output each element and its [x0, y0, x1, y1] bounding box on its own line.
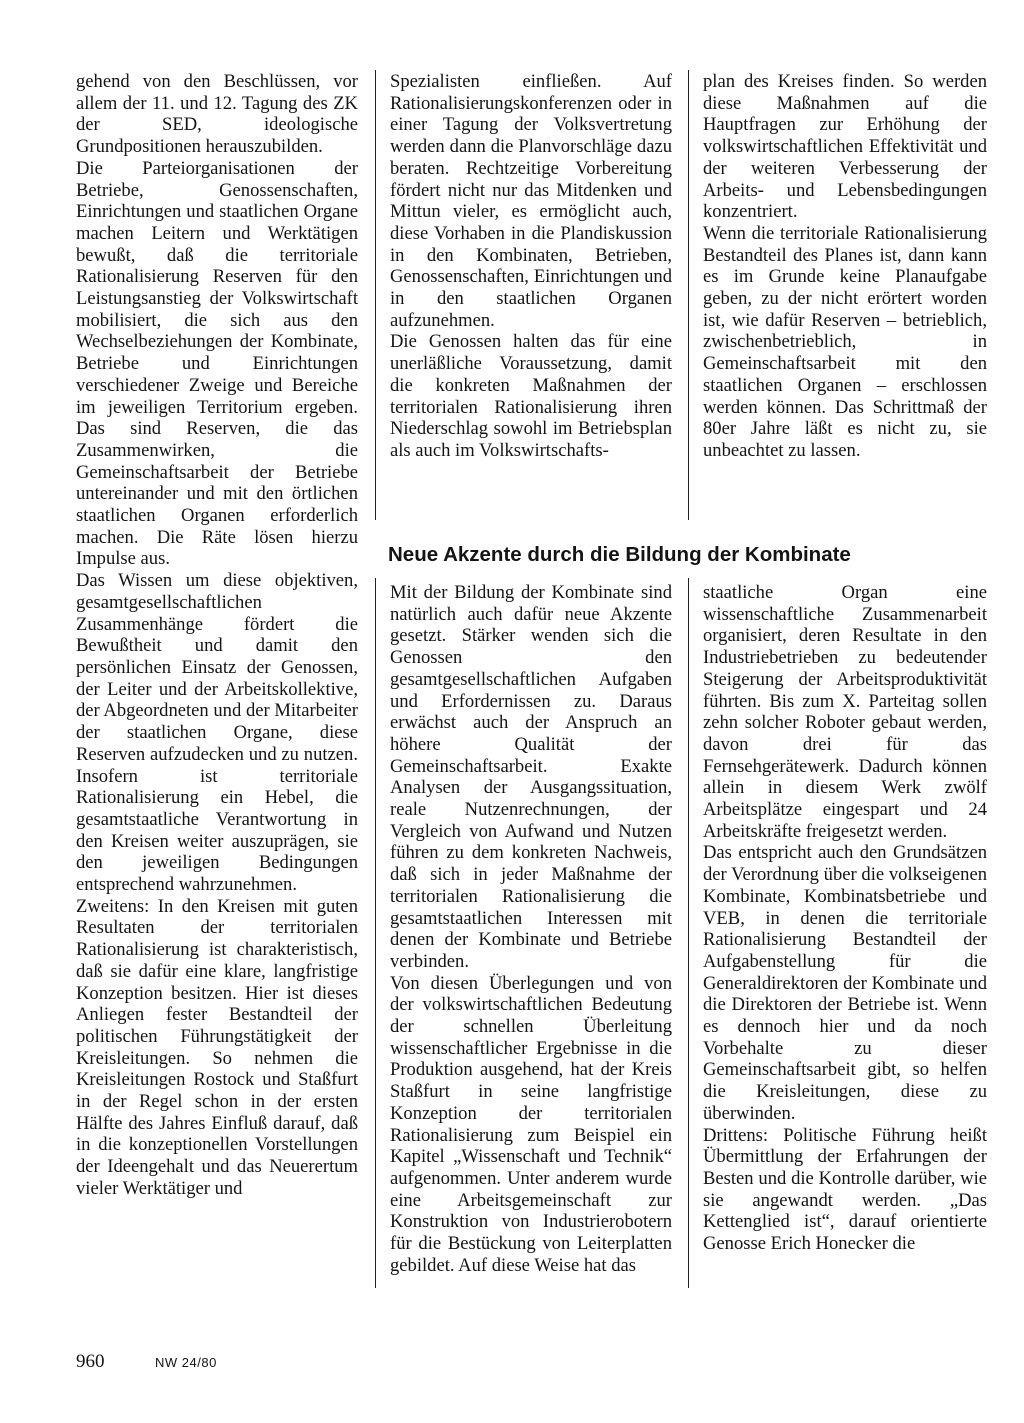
paragraph: Die Parteiorganisationen der Betriebe, Genossenschaften, Einrichtungen und staatlichen Organe machen Leitern und Werktätigen bewußt, daß die territoriale Rationalisierung Reserven für den Leistungsanstieg der Volkswirtschaft mobilisiert, die sich aus den Wechselbeziehungen der Kombinate, Betriebe und Einrichtungen verschiedener Zweige und Bereiche im jeweiligen Territorium ergeben. Das sind Reserven, die das Zusammenwirken, die Gemeinschaftsarbeit der Betriebe untereinander und mit den örtlichen staatlichen Organen erforderlich machen. Die Räte lösen hierzu Impulse aus. — [76, 157, 358, 570]
paragraph: Von diesen Überlegungen und von der volkswirtschaftlichen Bedeutung der schnellen Überleitung wissenschaftlicher Ergebnisse in die Produktion ausgehend, hat der Kreis Staßfurt in seine langfristige Konzeption der territorialen Rationalisierung zum Beispiel ein Kapitel „Wissenschaft und Technik“ aufgenommen. Unter anderem wurde eine Arbeitsgemeinschaft zur Konstruktion von Industrierobotern für die Bestückung von Leiterplatten gebildet. Auf diese Weise hat das — [390, 972, 672, 1276]
page-number: 960 — [76, 1351, 105, 1372]
column-2-top — [390, 71, 672, 462]
column-rule — [375, 578, 376, 1288]
paragraph: gehend von den Beschlüssen, vor allem der 11. und 12. Tagung des ZK der SED, ideologische Grundpositionen herauszubilden. — [76, 71, 358, 158]
column-2-bottom — [390, 582, 672, 1277]
paragraph: Die Genossen halten das für eine unerläßliche Voraussetzung, damit die konkreten Maßnahmen der territorialen Rationalisierung ihren Niederschlag sowohl im Betriebsplan als auch im Volkswirtschafts- — [390, 331, 672, 461]
paragraph: staatliche Organ eine wissenschaftliche Zusammenarbeit organisiert, deren Resultate in den Industriebetrieben zu bedeutender Steigerung der Arbeitsproduktivität führten. Bis zum X. Parteitag sollen zehn solcher Roboter gebaut werden, davon drei für das Fernsehgerätewerk. Dadurch können allein in diesem Werk zwölf Arbeitsplätze eingespart und 24 Arbeitskräfte freigesetzt werden. — [703, 582, 987, 842]
issue-label: NW 24/80 — [155, 1355, 217, 1370]
column-3-bottom — [703, 582, 987, 1255]
paragraph: Mit der Bildung der Kombinate sind natürlich auch dafür neue Akzente gesetzt. Stärker wenden sich die Genossen den gesamtgesellschaftlichen Aufgaben und Erfordernissen zu. Daraus erwächst auch der Anspruch an höhere Qualität der Gemeinschaftsarbeit. Exakte Analysen der Ausgangssituation, reale Nutzenrechnungen, der Vergleich von Aufwand und Nutzen führen zu dem konkreten Nachweis, daß sich in jeder Maßnahme der territorialen Rationalisierung die gesamtstaatlichen Interessen mit denen der Kombinate und Betriebe verbinden. — [390, 582, 672, 972]
paragraph: Zweitens: In den Kreisen mit guten Resultaten der territorialen Rationalisierung ist charakteristisch, daß sie dafür eine klare, langfristige Konzeption besitzen. Hier ist dieses Anliegen fester Bestandteil der politischen Führungstätigkeit der Kreisleitungen. So nehmen die Kreisleitungen Rostock und Staßfurt in der Regel schon in der ersten Hälfte des Jahres Einfluß darauf, daß in die konzeptionellen Vorstellungen der Ideengehalt und das Neuerertum vieler Werktätiger und — [76, 895, 358, 1199]
paragraph: Das Wissen um diese objektiven, gesamtgesellschaftlichen Zusammenhänge fördert die Bewußtheit und damit den persönlichen Einsatz der Genossen, der Leiter und der Arbeitskollektive, der Abgeordneten und der Mitarbeiter der staatlichen Organe, diese Reserven aufzudecken und zu nutzen. Insofern ist territoriale Rationalisierung ein Hebel, die gesamtstaatliche Verantwortung in den Kreisen weiter auszuprägen, sie den jeweiligen Bedingungen entsprechend wahrzunehmen. — [76, 570, 358, 896]
column-rule — [688, 70, 689, 520]
column-rule — [688, 578, 689, 1288]
section-heading: Neue Akzente durch die Bildung der Kombinate — [388, 543, 851, 566]
paragraph: Drittens: Politische Führung heißt Übermittlung der Erfahrungen der Besten und die Kontrolle darüber, wie sie angewandt werden. „Das Kettenglied ist“, darauf orientierte Genosse Erich Honecker die — [703, 1124, 987, 1255]
paragraph: Wenn die territoriale Rationalisierung Bestandteil des Planes ist, dann kann es im Grunde keine Planaufgabe geben, zu der nicht erörtert worden ist, wie dafür Reserven – betrieblich, zwischenbetrieblich, in Gemeinschaftsarbeit mit den staatlichen Organen – erschlossen werden können. Das Schrittmaß der 80er Jahre läßt es nicht zu, sie unbeachtet zu lassen. — [703, 222, 987, 461]
column-3-top — [703, 71, 987, 462]
paragraph: Das entspricht auch den Grundsätzen der Verordnung über die volkseigenen Kombinate, Kombinatsbetriebe und VEB, in denen die territoriale Rationalisierung Bestandteil der Aufgabenstellung für die Generaldirektoren der Kombinate und die Direktoren der Betriebe ist. Wenn es dennoch hier und da noch Vorbehalte zu dieser Gemeinschaftsarbeit gibt, so helfen die Kreisleitungen, diese zu überwinden. — [703, 842, 987, 1124]
paragraph: Spezialisten einfließen. Auf Rationalisierungskonferenzen oder in einer Tagung der Volksvertretung werden dann die Planvorschläge dazu beraten. Rechtzeitige Vorbereitung fördert nicht nur das Mitdenken und Mittun vieler, es ermöglicht auch, diese Vorhaben in die Plandiskussion in den Kombinaten, Betrieben, Genossenschaften, Einrichtungen und in den staatlichen Organen aufzunehmen. — [390, 71, 672, 331]
paragraph: plan des Kreises finden. So werden diese Maßnahmen auf die Hauptfragen zur Erhöhung der volkswirtschaftlichen Effektivität und der weiteren Verbesserung der Arbeits- und Lebensbedingungen konzentriert. — [703, 71, 987, 223]
column-1 — [76, 71, 358, 1200]
column-rule — [375, 70, 376, 520]
